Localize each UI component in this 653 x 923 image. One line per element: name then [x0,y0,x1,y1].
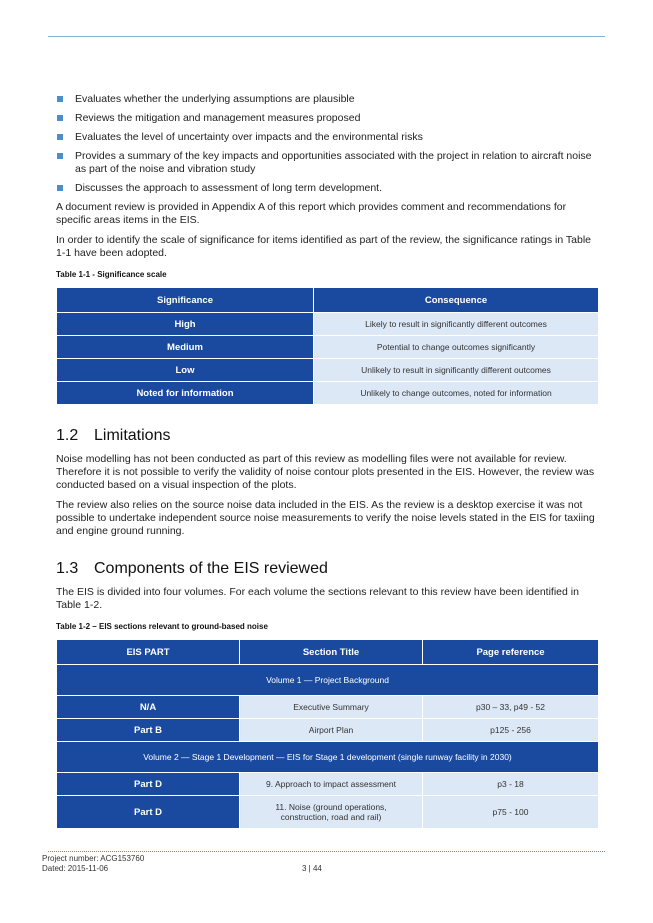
table-row [57,796,599,829]
eis-part-cell: N/A [57,696,240,719]
bullet-square-icon [57,115,63,121]
consequence-cell: Unlikely to result in significantly different outcomes [314,359,599,382]
table-row [57,336,599,359]
bullet-square-icon [57,96,63,102]
column-header-eis-part: EIS PART [57,640,240,665]
page-reference-cell: p75 - 100 [423,796,599,829]
section-title-cell: Executive Summary [240,696,423,719]
bullet-list [56,93,601,195]
section-title-cell: 11. Noise (ground operations, construction, road and rail) [240,796,423,829]
section-number: 1.2 [56,427,79,444]
section-heading-limitations [56,427,601,445]
significance-table [56,287,599,405]
consequence-cell: Unlikely to change outcomes, noted for information [314,382,599,405]
project-number: Project number: ACG153760 [42,854,145,863]
document-date: Dated: 2015-11-06 [42,864,109,873]
list-item-text: Reviews the mitigation and management measures proposed [75,112,361,124]
header-rule [48,36,605,37]
table-row [57,773,599,796]
limitations-paragraph-2: The review also relies on the source noise data included in the EIS. As the review is a desktop exercise it was not possible to undertake independent source noise measurements to verify the noise levels stated in the EIS for taxiing and engine ground running. [56,499,595,537]
page-content [56,93,601,829]
table-header-row [57,640,599,665]
column-header-page-reference: Page reference [423,640,599,665]
eis-part-cell: Part D [57,773,240,796]
significance-cell: Noted for information [57,382,314,405]
components-paragraph: The EIS is divided into four volumes. For each volume the sections relevant to this review have been identified in Table 1-2. [56,586,579,611]
consequence-cell: Potential to change outcomes significantly [314,336,599,359]
eis-part-cell: Part B [57,719,240,742]
volume-group-cell: Volume 2 — Stage 1 Development — EIS for Stage 1 development (single runway facility in 2030) [57,742,599,773]
eis-sections-table [56,639,599,829]
significance-cell: Low [57,359,314,382]
significance-cell: High [57,313,314,336]
list-item [56,93,601,106]
list-item [56,131,601,144]
page-reference-cell: p30 – 33, p49 - 52 [423,696,599,719]
limitations-paragraph-1: Noise modelling has not been conducted as part of this review as modelling files were not available for review. Therefore it is not possible to verify the validity of noise contour plots presented in the EIS. However, the review was conducted based on a visual inspection of the plots. [56,453,595,491]
list-item [56,182,601,195]
section-title-cell: 9. Approach to impact assessment [240,773,423,796]
table-header-row [57,288,599,313]
consequence-cell: Likely to result in significantly different outcomes [314,313,599,336]
intro-paragraph-2: In order to identify the scale of significance for items identified as part of the review, the significance ratings in Table 1-1 have been adopted. [56,234,592,259]
page-number: 3 | 44 [302,864,322,873]
footer-info [42,854,144,874]
table-group-row [57,742,599,773]
list-item-text: Evaluates the level of uncertainty over impacts and the environmental risks [75,131,423,143]
page-reference-cell: p3 - 18 [423,773,599,796]
intro-paragraph-1: A document review is provided in Appendix A of this report which provides comment and recommendations for specific areas items in the EIS. [56,201,567,226]
column-header-section-title: Section Title [240,640,423,665]
bullet-square-icon [57,134,63,140]
footer-rule [48,851,605,852]
bullet-square-icon [57,185,63,191]
column-header-consequence: Consequence [314,288,599,313]
table-row [57,719,599,742]
table-row [57,359,599,382]
bullet-square-icon [57,153,63,159]
section-heading-components [56,560,601,578]
column-header-significance: Significance [57,288,314,313]
section-title: Limitations [94,427,171,444]
list-item [56,112,601,125]
table-row [57,382,599,405]
significance-cell: Medium [57,336,314,359]
section-title: Components of the EIS reviewed [94,560,328,577]
list-item-text: Provides a summary of the key impacts and opportunities associated with the project in relation to aircraft noise as part of the noise and vibration study [75,150,592,175]
volume-group-cell: Volume 1 — Project Background [57,665,599,696]
table-group-row [57,665,599,696]
table-row [57,313,599,336]
table-1-caption: Table 1-1 - Significance scale [56,270,167,279]
page-reference-cell: p125 - 256 [423,719,599,742]
list-item-text: Discusses the approach to assessment of long term development. [75,182,382,194]
list-item [56,150,601,176]
section-title-cell: Airport Plan [240,719,423,742]
eis-part-cell: Part D [57,796,240,829]
list-item-text: Evaluates whether the underlying assumptions are plausible [75,93,355,105]
table-row [57,696,599,719]
section-number: 1.3 [56,560,79,577]
table-2-caption: Table 1-2 – EIS sections relevant to ground-based noise [56,622,268,631]
